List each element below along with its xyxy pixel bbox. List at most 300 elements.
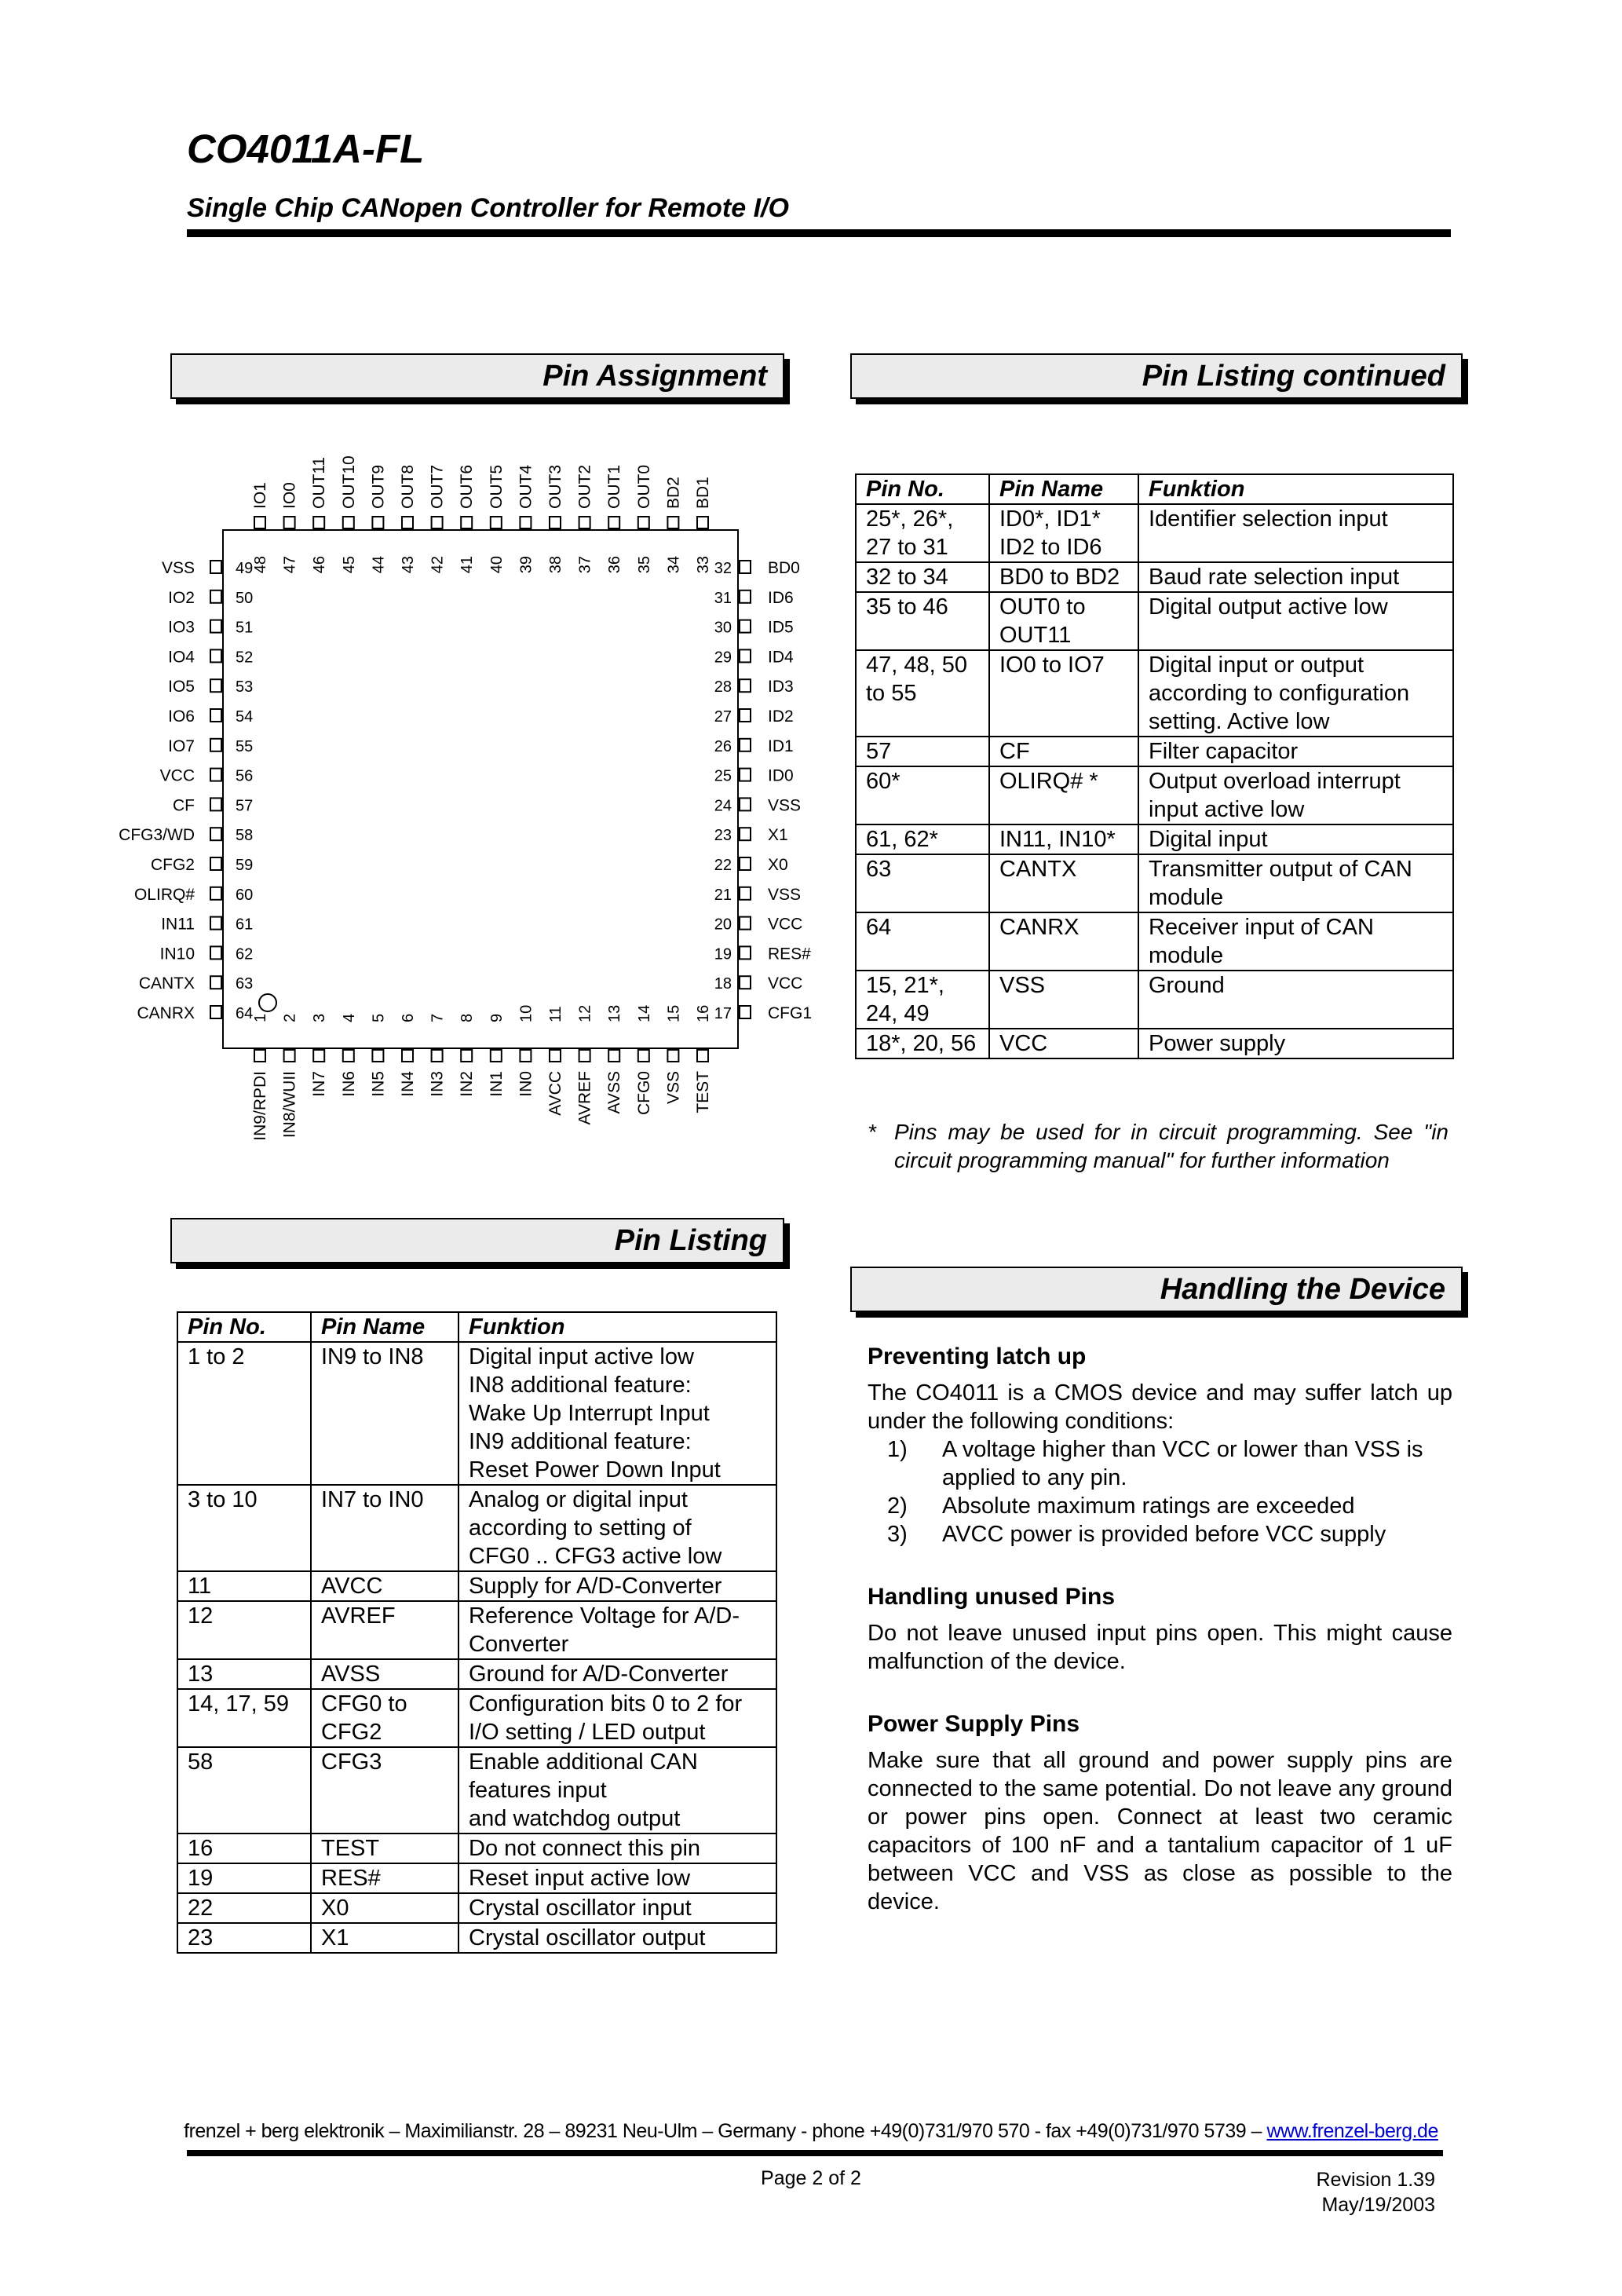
function-cell bbox=[1138, 766, 1453, 824]
function-line: Wake Up Interrupt Input bbox=[469, 1401, 710, 1426]
pin-name-label: ID1 bbox=[768, 737, 794, 755]
pin-name-label: OUT4 bbox=[517, 464, 535, 509]
function-line: IN8 additional feature: bbox=[469, 1373, 692, 1398]
pin-number-cell: 14, 17, 59 bbox=[177, 1689, 311, 1747]
pin-number-label: 40 bbox=[488, 556, 506, 574]
pin-name-cell: RES# bbox=[311, 1863, 458, 1893]
function-cell bbox=[458, 1571, 776, 1601]
function-line: CFG0 .. CFG3 active low bbox=[469, 1544, 722, 1569]
unused-pins-section bbox=[868, 1583, 1452, 1676]
pin-number-label: 10 bbox=[517, 1004, 535, 1022]
pin-number-label: 33 bbox=[695, 556, 712, 574]
power-supply-heading: Power Supply Pins bbox=[868, 1711, 1080, 1737]
function-line: Enable additional CAN bbox=[469, 1749, 698, 1775]
pin-box bbox=[740, 679, 751, 692]
pin-number-label: 9 bbox=[488, 1013, 506, 1022]
pin-name-label: VSS bbox=[664, 1071, 683, 1105]
table-row bbox=[856, 971, 1453, 1029]
function-line: module bbox=[1149, 885, 1224, 910]
pin-number-cell: 18*, 20, 56 bbox=[856, 1029, 989, 1058]
pin-name-label: OUT0 bbox=[634, 464, 653, 509]
pin-name-label: IN7 bbox=[310, 1071, 329, 1097]
pin-box bbox=[697, 1050, 708, 1062]
list-item-number: 2) bbox=[887, 1493, 908, 1519]
pin-name-label: CFG3/WD bbox=[119, 826, 195, 845]
function-line: Do not connect this pin bbox=[469, 1836, 701, 1861]
pin-box bbox=[520, 517, 531, 528]
table-row bbox=[177, 1834, 776, 1863]
pin-number-label: 50 bbox=[236, 589, 254, 607]
pin-number-label: 59 bbox=[236, 857, 254, 874]
function-line: Reset input active low bbox=[469, 1866, 691, 1891]
unused-pins-heading: Handling unused Pins bbox=[868, 1584, 1116, 1610]
pin-name-cell: AVREF bbox=[311, 1601, 458, 1659]
pin-box bbox=[579, 517, 590, 528]
pin-name-label: ID6 bbox=[768, 588, 794, 607]
pin-box bbox=[210, 976, 221, 989]
pin-number-cell: 25*, 26*, 27 to 31 bbox=[856, 504, 989, 562]
table-row bbox=[177, 1689, 776, 1747]
latch-up-intro: The CO4011 is a CMOS device and may suffer latch up under the following conditions: bbox=[868, 1380, 1452, 1434]
function-line: Digital input or output bbox=[1149, 653, 1364, 678]
pin-name-label: CANTX bbox=[138, 974, 195, 993]
pin-box bbox=[740, 946, 751, 959]
pin-box bbox=[740, 857, 751, 870]
section-heading-pin-listing: Pin Listing bbox=[170, 1218, 784, 1263]
pin-number-label: 51 bbox=[236, 619, 254, 637]
pin-name-label: OUT3 bbox=[546, 464, 564, 509]
list-item bbox=[868, 1492, 1452, 1520]
function-line: Analog or digital input bbox=[469, 1487, 688, 1512]
footer-website-link[interactable]: www.frenzel-berg.de bbox=[1266, 2120, 1438, 2142]
pin-name-cell: OLIRQ# * bbox=[989, 766, 1138, 824]
pin-name-label: IO6 bbox=[168, 707, 195, 726]
function-line: Reference Voltage for A/D- bbox=[469, 1603, 740, 1629]
column-header: Pin No. bbox=[856, 474, 989, 504]
list-item-number: 1) bbox=[887, 1437, 908, 1462]
function-line: I/O setting / LED output bbox=[469, 1720, 706, 1745]
pin-box bbox=[608, 1050, 619, 1062]
pin-number-label: 11 bbox=[547, 1006, 564, 1022]
pin-number-label: 30 bbox=[714, 619, 732, 637]
pin-name-label: CFG2 bbox=[150, 856, 195, 874]
pin-name-label: ID3 bbox=[768, 678, 794, 696]
pin-number-label: 20 bbox=[714, 916, 732, 934]
pin-name-label: OUT10 bbox=[339, 455, 358, 509]
pin-name-label: OUT8 bbox=[399, 464, 417, 509]
pin-name-label: VSS bbox=[768, 796, 802, 815]
pin-box bbox=[210, 739, 221, 751]
table-row bbox=[177, 1747, 776, 1834]
pin-name-cell: CFG0 to CFG2 bbox=[311, 1689, 458, 1747]
pin-number-label: 15 bbox=[665, 1004, 683, 1022]
pin-name-cell: OUT0 to OUT11 bbox=[989, 592, 1138, 650]
function-line: features input bbox=[469, 1778, 607, 1803]
function-cell bbox=[1138, 737, 1453, 766]
revision-number: Revision 1.39 bbox=[1316, 2169, 1435, 2191]
pin-name-label: IN9/RPDI bbox=[251, 1071, 269, 1141]
pin-name-label: BD1 bbox=[694, 477, 712, 509]
list-item-text: A voltage higher than VCC or lower than VSS is applied to any pin. bbox=[942, 1437, 1423, 1490]
pin-name-label: OUT6 bbox=[458, 464, 477, 509]
section-heading-pin-listing-continued: Pin Listing continued bbox=[850, 353, 1463, 399]
list-item bbox=[868, 1435, 1452, 1492]
pin-number-label: 4 bbox=[340, 1013, 358, 1022]
function-line: Ground bbox=[1149, 973, 1225, 998]
pin-name-label: VCC bbox=[768, 915, 803, 934]
function-cell bbox=[1138, 912, 1453, 971]
pin-number-label: 56 bbox=[236, 767, 254, 785]
pin-name-cell: CANRX bbox=[989, 912, 1138, 971]
pin-name-label: BD2 bbox=[664, 477, 683, 509]
pin-number-label: 21 bbox=[714, 886, 732, 904]
footnote-text: Pins may be used for in circuit programming. See "in circuit programming manual" for further information bbox=[894, 1120, 1448, 1172]
table-row bbox=[177, 1923, 776, 1953]
table-row bbox=[177, 1571, 776, 1601]
pin-box bbox=[372, 517, 383, 528]
pin-number-label: 25 bbox=[714, 767, 732, 785]
pin-box bbox=[491, 517, 502, 528]
function-line: Power supply bbox=[1149, 1031, 1286, 1056]
pin-name-label: BD0 bbox=[768, 559, 800, 577]
function-cell bbox=[1138, 1029, 1453, 1058]
pin-number-cell: 23 bbox=[177, 1923, 311, 1953]
pin-number-cell: 58 bbox=[177, 1747, 311, 1834]
pin-box bbox=[210, 620, 221, 633]
pin-box bbox=[210, 857, 221, 870]
pin-number-cell: 13 bbox=[177, 1659, 311, 1689]
pin-name-label: IN0 bbox=[517, 1071, 535, 1097]
pin-number-cell: 57 bbox=[856, 737, 989, 766]
function-line: Receiver input of CAN bbox=[1149, 915, 1374, 940]
pin-number-label: 60 bbox=[236, 886, 254, 904]
pin-name-cell: VCC bbox=[989, 1029, 1138, 1058]
pin-box bbox=[638, 1050, 649, 1062]
pin-number-label: 32 bbox=[714, 560, 732, 577]
pin-number-label: 2 bbox=[281, 1013, 299, 1022]
column-header: Funktion bbox=[458, 1312, 776, 1342]
pin-number-label: 6 bbox=[400, 1013, 417, 1022]
pin-box bbox=[740, 590, 751, 603]
function-cell bbox=[458, 1342, 776, 1485]
function-cell bbox=[1138, 650, 1453, 737]
function-line: Reset Power Down Input bbox=[469, 1457, 721, 1483]
pin-number-label: 17 bbox=[714, 1005, 732, 1022]
power-supply-section bbox=[868, 1710, 1452, 1916]
pin-number-cell: 1 to 2 bbox=[177, 1342, 311, 1485]
table-row bbox=[177, 1485, 776, 1571]
pin-number-cell: 35 to 46 bbox=[856, 592, 989, 650]
pin-name-cell: AVCC bbox=[311, 1571, 458, 1601]
pin-box bbox=[210, 769, 221, 781]
pin-box bbox=[740, 649, 751, 662]
pin-box bbox=[740, 917, 751, 930]
pin-name-cell: IN7 to IN0 bbox=[311, 1485, 458, 1571]
pin-name-label: IO0 bbox=[280, 482, 299, 509]
pin-box bbox=[210, 679, 221, 692]
pin-name-label: IN4 bbox=[399, 1071, 417, 1097]
pin-box bbox=[343, 1050, 354, 1062]
pin-box bbox=[210, 798, 221, 810]
pin-box bbox=[491, 1050, 502, 1062]
pin-box bbox=[638, 517, 649, 528]
pin-box bbox=[402, 1050, 413, 1062]
pin-number-label: 24 bbox=[714, 797, 732, 815]
pin-name-label: VCC bbox=[159, 766, 195, 785]
pin-number-cell: 19 bbox=[177, 1863, 311, 1893]
function-line: module bbox=[1149, 943, 1224, 968]
pin-listing-continued-table bbox=[855, 473, 1454, 1059]
pin-name-cell: IO0 to IO7 bbox=[989, 650, 1138, 737]
pin-name-label: VSS bbox=[161, 559, 195, 577]
function-cell bbox=[458, 1601, 776, 1659]
pin-number-label: 44 bbox=[370, 556, 388, 574]
pin-number-label: 19 bbox=[714, 945, 732, 963]
table-row bbox=[177, 1863, 776, 1893]
pin-box bbox=[210, 917, 221, 930]
function-cell bbox=[458, 1485, 776, 1571]
pin-number-label: 13 bbox=[606, 1004, 624, 1022]
pin-name-label: IO4 bbox=[168, 648, 195, 667]
pin-name-label: AVCC bbox=[546, 1071, 564, 1116]
pin-box bbox=[284, 517, 295, 528]
pin-name-label: VCC bbox=[768, 974, 803, 993]
pin-name-label: IO1 bbox=[251, 482, 269, 509]
pin-number-label: 43 bbox=[400, 556, 417, 574]
pin-name-label: IN1 bbox=[487, 1071, 506, 1097]
pin-name-label: OUT9 bbox=[369, 464, 388, 509]
pin-number-cell: 12 bbox=[177, 1601, 311, 1659]
pin-number-cell: 63 bbox=[856, 854, 989, 912]
function-cell bbox=[1138, 971, 1453, 1029]
function-line: Transmitter output of CAN bbox=[1149, 857, 1412, 882]
latch-up-section bbox=[868, 1343, 1452, 1548]
pin-number-label: 49 bbox=[236, 560, 254, 577]
function-line: Supply for A/D-Converter bbox=[469, 1574, 722, 1599]
pin-number-cell: 47, 48, 50 to 55 bbox=[856, 650, 989, 737]
pin-name-cell: IN9 to IN8 bbox=[311, 1342, 458, 1485]
footer-company: frenzel + berg elektronik – Maximilianstr. 28 – 89231 Neu-Ulm – Germany - phone +49(0)731/970 570 - fax +49(0)731/970 5739 – bbox=[184, 2120, 1262, 2142]
pin-number-cell: 3 to 10 bbox=[177, 1485, 311, 1571]
pin-number-cell: 22 bbox=[177, 1893, 311, 1923]
pin-box bbox=[550, 517, 561, 528]
pin-number-label: 14 bbox=[635, 1004, 653, 1022]
pin-number-label: 27 bbox=[714, 708, 732, 726]
column-header: Funktion bbox=[1138, 474, 1453, 504]
pin-number-label: 45 bbox=[340, 556, 358, 574]
revision-date: May/19/2003 bbox=[1321, 2194, 1435, 2216]
pin-number-label: 55 bbox=[236, 737, 254, 755]
pin-name-label: ID4 bbox=[768, 648, 794, 667]
function-cell bbox=[1138, 504, 1453, 562]
function-line: Baud rate selection input bbox=[1149, 565, 1400, 590]
pin-name-label: IN2 bbox=[458, 1071, 477, 1097]
pin-box bbox=[432, 1050, 443, 1062]
pin-box bbox=[210, 561, 221, 573]
list-item-text: Absolute maximum ratings are exceeded bbox=[942, 1493, 1355, 1519]
unused-pins-text: Do not leave unused input pins open. This might cause malfunction of the device. bbox=[868, 1621, 1452, 1674]
function-cell bbox=[1138, 854, 1453, 912]
table-row bbox=[856, 562, 1453, 592]
pin-number-label: 7 bbox=[429, 1013, 447, 1022]
pin-name-label: ID0 bbox=[768, 766, 794, 785]
pin-name-label: OLIRQ# bbox=[133, 885, 195, 904]
pin-box bbox=[520, 1050, 531, 1062]
pin-number-cell: 15, 21*, 24, 49 bbox=[856, 971, 989, 1029]
function-cell bbox=[458, 1923, 776, 1953]
pin-box bbox=[254, 517, 265, 528]
pin-box bbox=[697, 517, 708, 528]
pin-name-cell: IN11, IN10* bbox=[989, 824, 1138, 854]
pin-number-cell: 61, 62* bbox=[856, 824, 989, 854]
function-line: Digital output active low bbox=[1149, 594, 1388, 620]
pin-number-label: 46 bbox=[311, 556, 329, 574]
table-row bbox=[856, 650, 1453, 737]
footer-rule bbox=[187, 2150, 1443, 2156]
function-cell bbox=[1138, 824, 1453, 854]
table-row bbox=[856, 912, 1453, 971]
pin-name-label: ID5 bbox=[768, 618, 794, 637]
pin-box bbox=[210, 649, 221, 662]
pin-box bbox=[740, 709, 751, 722]
pin-name-cell: ID0*, ID1* ID2 to ID6 bbox=[989, 504, 1138, 562]
pin-number-label: 1 bbox=[252, 1013, 269, 1022]
pin-number-label: 53 bbox=[236, 678, 254, 696]
function-line: according to configuration bbox=[1149, 681, 1410, 706]
pin-name-label: X0 bbox=[768, 856, 788, 874]
pin-number-label: 31 bbox=[714, 589, 732, 607]
pin-number-label: 3 bbox=[311, 1013, 329, 1022]
pin-box bbox=[210, 590, 221, 603]
footnote bbox=[868, 1118, 1448, 1175]
pin-number-label: 36 bbox=[606, 556, 624, 574]
pin-number-label: 18 bbox=[714, 975, 732, 993]
pin-box bbox=[740, 620, 751, 633]
chip-body bbox=[223, 530, 738, 1048]
footnote-marker: * bbox=[868, 1120, 876, 1144]
list-item-number: 3) bbox=[887, 1522, 908, 1547]
pin-box bbox=[740, 769, 751, 781]
pin-name-label: OUT11 bbox=[310, 456, 329, 509]
pin-name-label: TEST bbox=[694, 1071, 712, 1113]
pin-number-label: 38 bbox=[547, 556, 564, 574]
revision-info bbox=[1317, 2167, 1435, 2217]
pin-name-cell: X0 bbox=[311, 1893, 458, 1923]
column-header: Pin Name bbox=[989, 474, 1138, 504]
pin-number-label: 41 bbox=[458, 556, 477, 574]
pin-box bbox=[550, 1050, 561, 1062]
function-line: setting. Active low bbox=[1149, 709, 1330, 734]
pin-box bbox=[667, 517, 678, 528]
pin-listing-table bbox=[177, 1311, 777, 1954]
pin-number-label: 12 bbox=[576, 1004, 594, 1022]
pin-box bbox=[461, 1050, 472, 1062]
pin-box bbox=[313, 517, 324, 528]
function-line: Ground for A/D-Converter bbox=[469, 1662, 729, 1687]
function-line: according to setting of bbox=[469, 1515, 692, 1541]
function-line: and watchdog output bbox=[469, 1806, 681, 1831]
pin-box bbox=[284, 1050, 295, 1062]
pin-number-label: 54 bbox=[236, 708, 254, 726]
pin-number-label: 37 bbox=[576, 556, 594, 574]
pin-name-label: IN11 bbox=[161, 915, 195, 934]
pin-name-label: OUT1 bbox=[605, 464, 624, 509]
function-line: input active low bbox=[1149, 797, 1305, 822]
pin-number-label: 39 bbox=[517, 556, 535, 574]
pin-box bbox=[740, 798, 751, 810]
footer-contact bbox=[0, 2120, 1622, 2143]
column-header: Pin Name bbox=[311, 1312, 458, 1342]
pin-name-label: IN10 bbox=[159, 945, 195, 963]
column-header: Pin No. bbox=[177, 1312, 311, 1342]
pin-number-cell: 16 bbox=[177, 1834, 311, 1863]
pin-box bbox=[343, 517, 354, 528]
pin-number-label: 8 bbox=[458, 1013, 477, 1022]
function-cell bbox=[458, 1659, 776, 1689]
pin-name-label: CFG1 bbox=[768, 1004, 813, 1022]
pin-number-label: 16 bbox=[695, 1004, 712, 1022]
pin-number-label: 22 bbox=[714, 857, 732, 874]
pin-number-label: 57 bbox=[236, 797, 254, 815]
section-heading-handling: Handling the Device bbox=[850, 1267, 1463, 1312]
pin-name-label: CFG0 bbox=[634, 1071, 653, 1116]
pin-name-label: IO3 bbox=[168, 618, 195, 637]
pin-name-label: CANRX bbox=[137, 1004, 195, 1022]
function-line: Crystal oscillator input bbox=[469, 1896, 692, 1921]
pin-box bbox=[740, 887, 751, 900]
table-row bbox=[856, 766, 1453, 824]
power-supply-text: Make sure that all ground and power supply pins are connected to the same potential. Do not leave any ground or power pins open. Connect at least two ceramic capacitors of 100 nF and a tantalium capacitor of 1 uF between VCC and VSS as close as possible to the device. bbox=[868, 1748, 1452, 1914]
function-cell bbox=[458, 1893, 776, 1923]
pin-box bbox=[740, 828, 751, 840]
pin-box bbox=[210, 946, 221, 959]
pin-name-label: IN6 bbox=[339, 1071, 358, 1097]
pin-number-label: 5 bbox=[370, 1013, 388, 1022]
function-cell bbox=[1138, 592, 1453, 650]
pin-box bbox=[372, 1050, 383, 1062]
function-cell bbox=[458, 1863, 776, 1893]
pin-box bbox=[740, 976, 751, 989]
function-line: Output overload interrupt bbox=[1149, 769, 1401, 794]
pin-box bbox=[740, 561, 751, 573]
pin-name-cell: CFG3 bbox=[311, 1747, 458, 1834]
pin-number-label: 23 bbox=[714, 827, 732, 845]
table-row bbox=[856, 504, 1453, 562]
pin-box bbox=[608, 517, 619, 528]
function-line: Crystal oscillator output bbox=[469, 1925, 706, 1951]
pin-name-cell: X1 bbox=[311, 1923, 458, 1953]
pin-number-label: 52 bbox=[236, 649, 254, 667]
pin-name-cell: CF bbox=[989, 737, 1138, 766]
header-rule bbox=[187, 229, 1451, 237]
pin-box bbox=[402, 517, 413, 528]
pin-name-label: VSS bbox=[768, 885, 802, 904]
function-line: Configuration bits 0 to 2 for bbox=[469, 1691, 743, 1717]
pin-name-label: IN5 bbox=[369, 1071, 388, 1097]
function-line: Filter capacitor bbox=[1149, 739, 1299, 764]
pin-name-cell: TEST bbox=[311, 1834, 458, 1863]
pin-box bbox=[210, 1006, 221, 1018]
pin-assignment-diagram bbox=[102, 424, 824, 1154]
table-header-row bbox=[856, 474, 1453, 504]
pin-number-label: 62 bbox=[236, 945, 254, 963]
pin-name-label: AVREF bbox=[575, 1071, 594, 1125]
pin-number-label: 26 bbox=[714, 737, 732, 755]
pin-number-label: 64 bbox=[236, 1005, 254, 1022]
pin-name-label: OUT2 bbox=[575, 464, 594, 509]
table-row bbox=[856, 1029, 1453, 1058]
pin-box bbox=[432, 517, 443, 528]
